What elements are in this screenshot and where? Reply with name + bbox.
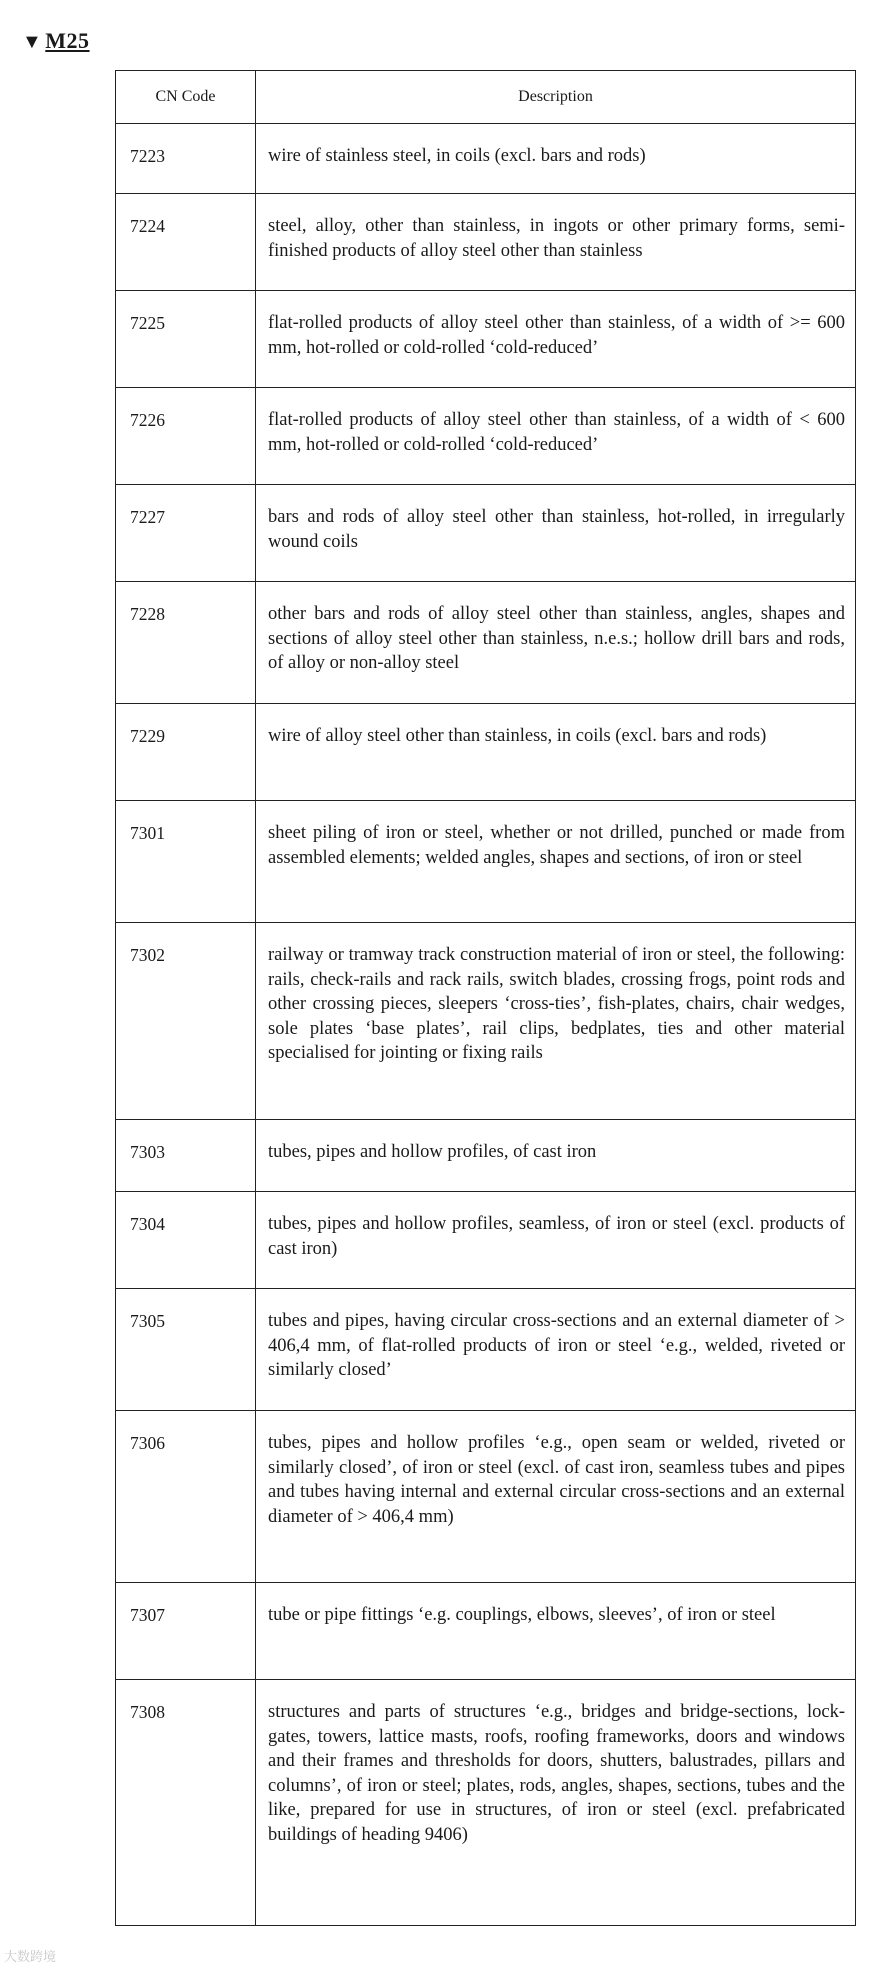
amendment-marker: [22, 28, 90, 54]
description-cell: wire of alloy steel other than stainless, in coils (excl. bars and rods): [256, 704, 856, 801]
table-row: [116, 582, 856, 704]
description-cell: steel, alloy, other than stainless, in ingots or other primary forms, semi-finished products of alloy steel other than stainless: [256, 194, 856, 291]
description-cell: wire of stainless steel, in coils (excl. bars and rods): [256, 124, 856, 194]
table-row: [116, 194, 856, 291]
triangle-down-icon: ▼: [22, 31, 43, 53]
cn-code-cell: 7225: [116, 291, 256, 388]
description-cell: sheet piling of iron or steel, whether or not drilled, punched or made from assembled elements; welded angles, shapes and sections, of iron or steel: [256, 801, 856, 923]
description-cell: tube or pipe fittings ‘e.g. couplings, elbows, sleeves’, of iron or steel: [256, 1583, 856, 1680]
watermark: 大数跨境: [4, 1950, 57, 1965]
cn-code-cell: 7303: [116, 1120, 256, 1192]
cn-code-cell: 7229: [116, 704, 256, 801]
table-row: [116, 1289, 856, 1411]
description-cell: flat-rolled products of alloy steel other than stainless, of a width of >= 600 mm, hot-rolled or cold-rolled ‘cold-reduced’: [256, 291, 856, 388]
cn-code-cell: 7308: [116, 1680, 256, 1926]
description-cell: tubes and pipes, having circular cross-sections and an external diameter of > 406,4 mm, of flat-rolled products of iron or steel ‘e.g., welded, riveted or similarly closed’: [256, 1289, 856, 1411]
cn-code-header: CN Code: [116, 71, 256, 124]
table-row: [116, 801, 856, 923]
table-row: [116, 124, 856, 194]
table-row: [116, 1583, 856, 1680]
description-cell: tubes, pipes and hollow profiles ‘e.g., open seam or welded, riveted or similarly closed’, of iron or steel (excl. of cast iron, seamless tubes and pipes and tubes having internal and external circular cross-sections and an external diameter of > 406,4 mm): [256, 1411, 856, 1583]
description-header: Description: [256, 71, 856, 124]
cn-code-cell: 7227: [116, 485, 256, 582]
table-row: [116, 1411, 856, 1583]
cn-code-cell: 7305: [116, 1289, 256, 1411]
table-row: [116, 1680, 856, 1926]
table-row: [116, 1192, 856, 1289]
cn-code-cell: 7224: [116, 194, 256, 291]
description-cell: tubes, pipes and hollow profiles, seamless, of iron or steel (excl. products of cast iron): [256, 1192, 856, 1289]
cn-code-table: [115, 70, 856, 1926]
description-cell: flat-rolled products of alloy steel other than stainless, of a width of < 600 mm, hot-rolled or cold-rolled ‘cold-reduced’: [256, 388, 856, 485]
description-cell: structures and parts of structures ‘e.g., bridges and bridge-sections, lock-gates, towers, lattice masts, roofs, roofing frameworks, doors and windows and their frames and thresholds for doors, shutters, balustrades, pillars and columns’, of iron or steel; plates, rods, angles, shapes, sections, tubes and the like, prepared for use in structures, of iron or steel (excl. prefabricated buildings of heading 9406): [256, 1680, 856, 1926]
description-cell: bars and rods of alloy steel other than stainless, hot-rolled, in irregularly wound coils: [256, 485, 856, 582]
cn-code-cell: 7228: [116, 582, 256, 704]
cn-code-cell: 7306: [116, 1411, 256, 1583]
amendment-code: M25: [45, 28, 90, 53]
cn-code-cell: 7301: [116, 801, 256, 923]
description-cell: tubes, pipes and hollow profiles, of cast iron: [256, 1120, 856, 1192]
table-row: [116, 485, 856, 582]
description-cell: railway or tramway track construction material of iron or steel, the following: rails, check-rails and rack rails, switch blades, crossing frogs, point rods and other crossing pieces, sleepers ‘cross-ties’, fish-plates, chairs, chair wedges, sole plates ‘base plates’, rail clips, bedplates, ties and other material specialised for jointing or fixing rails: [256, 923, 856, 1120]
cn-code-cell: 7302: [116, 923, 256, 1120]
table-row: [116, 1120, 856, 1192]
table-row: [116, 923, 856, 1120]
table-header-row: [116, 71, 856, 124]
cn-code-cell: 7223: [116, 124, 256, 194]
table-row: [116, 388, 856, 485]
cn-code-cell: 7307: [116, 1583, 256, 1680]
cn-code-cell: 7304: [116, 1192, 256, 1289]
table-row: [116, 704, 856, 801]
cn-code-cell: 7226: [116, 388, 256, 485]
table-row: [116, 291, 856, 388]
description-cell: other bars and rods of alloy steel other than stainless, angles, shapes and sections of alloy steel other than stainless, n.e.s.; hollow drill bars and rods, of alloy or non-alloy steel: [256, 582, 856, 704]
